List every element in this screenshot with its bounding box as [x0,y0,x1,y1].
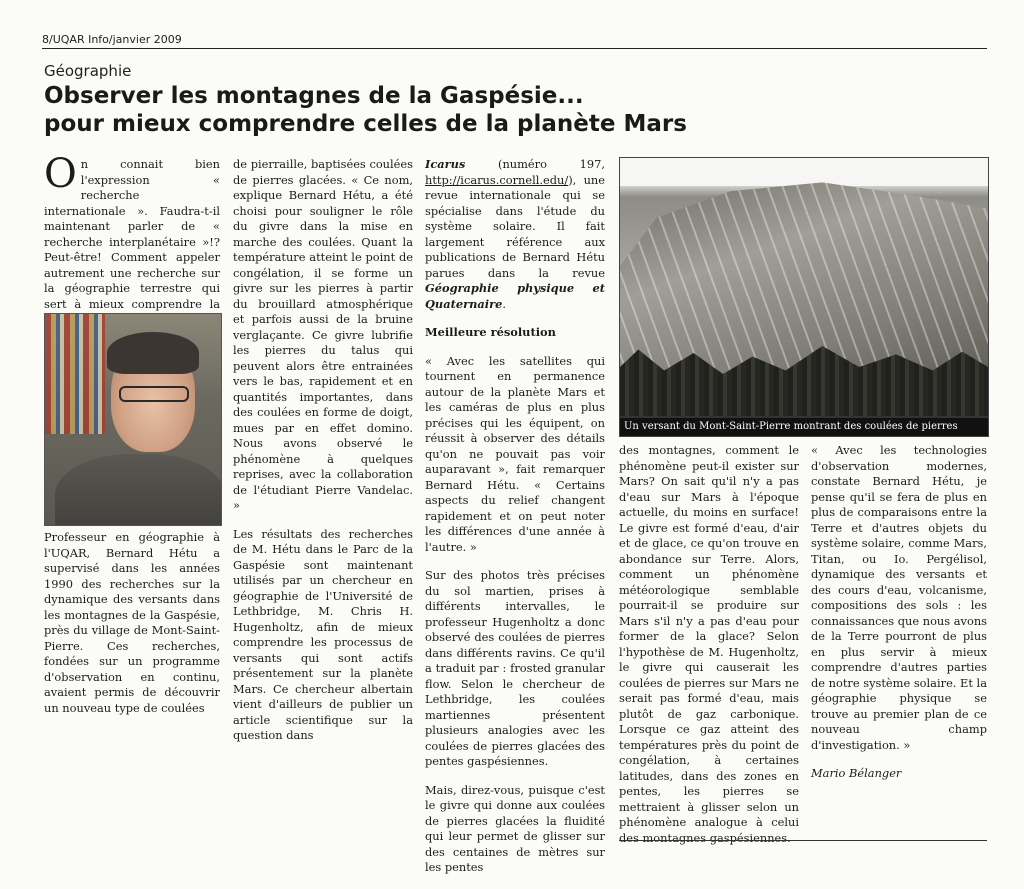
col2-paragraph-1: de pierraille, baptisées coulées de pierres glacées. « Ce nom, explique Bernard Hétu, a été choisi pour souligner le rôle du givre dans la mise en marche des coulées. Quant la température atteint le point de congélation, il se forme un givre sur les pierres à partir du brouillard atmosphérique et parfois aussi de la bruine verglaçante. Ce givre lubrifie les pierres du talus qui peuvent alors être entrainées vers le bas, rapidement et en quantités importantes, dans des coulées en forme de doigt, mues par en effet domino. Nous avons observé le phénomène à quelques reprises, avec la collaboration de l'étudiant Pierre Vandelac. » [233,157,413,512]
mountain-photo [619,157,989,437]
portrait-paragraph: Professeur en géographie à l'UQAR, Bernard Hétu a supervisé dans les années 1990 des recherches sur la dynamique des versants dans les montagnes de la Gaspésie, près du village de Mont-Saint-Pierre. Ces recherches, fondées sur un programme d'observation en continu, avaient permis de découvrir un nouveau type de coulées [44,530,220,715]
article-title [44,82,984,138]
portrait-photo [44,313,222,526]
column-4 [619,443,799,859]
author-signature: Mario Bélanger [811,766,902,780]
col5-paragraph: « Avec les technologies d'observation modernes, constate Bernard Hétu, je pense qu'il se fera de plus en plus de comparaisons entre la Terre et d'autres objets du système solaire, comme Mars, Titan, ou Io. Pergélisol, dynamique des versants et des cours d'eau, volcanisme, compositions des sols : les connaissances que nous avons de la Terre pourront de plus en plus servir à mieux comprendre d'autres parties de notre système solaire. Et la géographie physique se trouve au premier plan de ce nouveau champ d'investigation. » [811,443,987,752]
col3-paragraph-1 [425,157,605,312]
col3-text-b: ), une revue internationale qui se spécialise dans l'étude du système solaire. Il fait largement référence aux publications de Bernard Hétu parues dans la revue [425,172,605,280]
col4-paragraph: des montagnes, comment le phénomène peut-il exister sur Mars? On sait qu'il n'y a pas d'eau sur Mars à l'époque actuelle, du moins en surface! Le givre est formé d'eau, d'air et de glace, ce qu'on trouve en abondance sur Terre. Alors, comment un phénomène météorologique semblable pourrait-il se produire sur Mars s'il n'y a pas d'eau pour former de la glace? Selon l'hypothèse de M. Hugenholtz, le givre qui causerait les coulées de pierres sur Mars ne serait pas formé d'eau, mais plutôt de gaz carbonique. Lorsque ce gaz atteint des températures près du point de congélation, à certaines latitudes, dans des zones en pentes, les pierres se mettraient à glisser selon un phénomène analogue à celui des montagnes gaspésiennes. [619,443,799,845]
subheading: Meilleure résolution [425,325,556,339]
icarus-link[interactable]: http://icarus.cornell.edu/ [425,172,569,187]
icarus-title: Icarus [425,157,466,171]
intro-text: n connait bien l'expression « recherche internationale ». Faudra-t-il maintenant parler de « recherche interplanétaire »!? Peut-être! Comment appeler autrement une recherche sur la géographie terrestre qui sert à mieux comprendre la [44,157,220,311]
footer-rule [619,840,987,841]
title-line-1: Observer les montagnes de la Gaspésie... [44,83,584,109]
column-3 [425,157,605,889]
column-2 [233,157,413,757]
title-line-2: pour mieux comprendre celles de la planète Mars [44,111,687,137]
col3-paragraph-3: Sur des photos très précises du sol martien, prises à différents intervalles, le professeur Hugenholtz a donc observé des coulées de pierres dans différents ravins. Ce qu'il a traduit par : frosted granular flow. Selon le chercheur de Lethbridge, les coulées martiennes présentent plusieurs analogies avec les coulées de pierres glacées des pentes gaspésiennes. [425,568,605,768]
col2-paragraph-2: Les résultats des recherches de M. Hétu dans le Parc de la Gaspésie sont maintenant utilisés par un chercheur en géographie de l'Université de Lethbridge, M. Chris H. Hugenholtz, afin de mieux comprendre les processus de versants qui sont actifs présentement sur la planète Mars. Ce chercheur albertain vient d'ailleurs de publier un article scientifique sur la question dans [233,526,413,742]
dropcap: O [44,151,77,197]
column-5 [811,443,987,795]
col3-text-a: (numéro 197, [465,157,605,171]
col3-paragraph-4: Mais, direz-vous, puisque c'est le givre qui donne aux coulées de pierres glacées la fluidité qui leur permet de glisser sur des centaines de mètres sur les pentes [425,782,605,874]
col3-paragraph-2: « Avec les satellites qui tournent en permanence autour de la planète Mars et les caméras de plus en plus précises qui les équipent, on réussit à observer des détails qu'on ne pouvait pas voir auparavant », fait remarquer Bernard Hétu. « Certains aspects du relief changent rapidement et on peut noter les différences d'une année à l'autre. » [425,353,605,554]
section-label: Géographie [44,62,132,80]
column-1-caption-text [44,530,220,729]
journal-title: Géographie physique et Quaternaire [425,281,605,311]
col3-text-end: . [502,296,506,311]
photo-caption: Un versant du Mont-Saint-Pierre montrant des coulées de pierres [620,418,988,436]
page-header: 8/UQAR Info/janvier 2009 [42,33,987,49]
